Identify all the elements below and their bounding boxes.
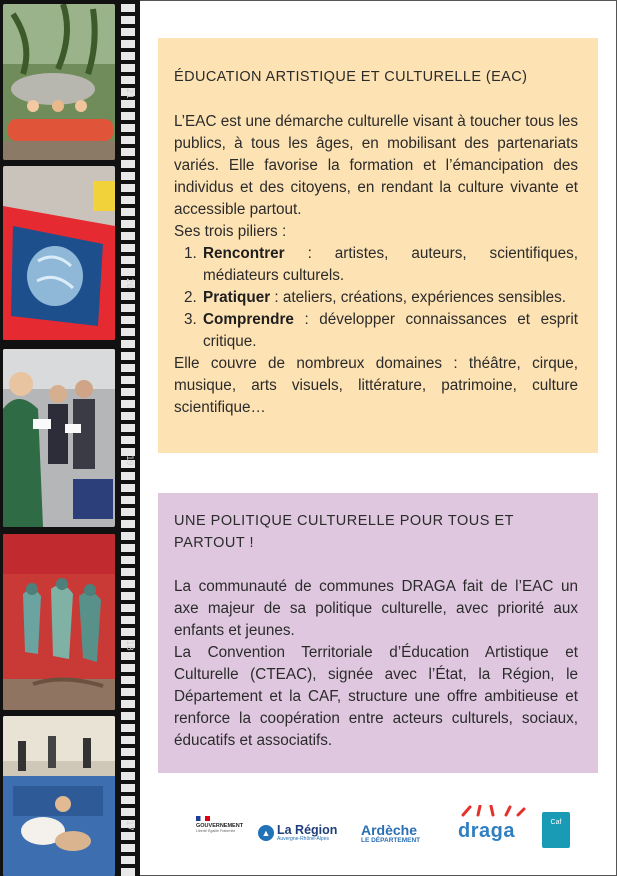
film-number: 19 — [124, 455, 134, 466]
photo-circus-gym — [3, 716, 115, 876]
draga-rays-icon — [458, 805, 528, 817]
film-strip — [0, 0, 140, 876]
pillar-text: : artistes, auteurs, scientifiques, médiateurs culturels. — [203, 245, 578, 284]
politique-title: UNE POLITIQUE CULTURELLE POUR TOUS ET PARTOUT ! — [174, 513, 514, 551]
ardeche-sub: LE DÉPARTEMENT — [361, 837, 421, 844]
politique-section — [158, 493, 598, 773]
photo-puppets — [3, 534, 115, 710]
eac-domains: Elle couvre de nombreux domaines : théâtre, cirque, musique, arts visuels, littérature, patrimoine, culture scientifique… — [174, 355, 578, 416]
film-number: 18 — [124, 640, 134, 651]
photo-choir — [3, 349, 115, 527]
region-sub: Auvergne-Rhône-Alpes — [277, 836, 329, 842]
gouvernement-logo — [196, 816, 252, 833]
eac-pillars-intro: Ses trois piliers : — [174, 223, 287, 240]
pillar-text: : développer connaissances et esprit critique. — [203, 311, 578, 350]
pillar-item — [201, 243, 578, 287]
region-circle-icon: ▲ — [258, 825, 274, 841]
eac-intro: L’EAC est une démarche culturelle visant à toucher tous les publics, à tous les âges, en mobilisant des partenariats variés. Elle favorise la formation et l’émancipation des individus et des citoyens, en rendant la culture vivante et accessible partout. — [174, 113, 578, 218]
region-name: La Région — [277, 823, 338, 837]
pillar-item — [201, 309, 578, 353]
pillar-text: : ateliers, créations, expériences sensibles. — [270, 289, 567, 306]
pillar-name: Pratiquer — [203, 289, 271, 306]
pillar-item — [201, 287, 578, 309]
partner-logos — [190, 800, 590, 860]
politique-paragraph-1: La communauté de communes DRAGA fait de l’EAC un axe majeur de sa politique culturelle, avec priorité aux enfants et jeunes. — [174, 578, 578, 639]
ardeche-name: Ardèche — [361, 822, 418, 838]
film-number: 17 — [124, 820, 134, 831]
eac-pillars-list — [174, 243, 578, 353]
politique-paragraph-2: La Convention Territoriale d’Éducation Artistique et Culturelle (CTEAC), signée avec l’État, la Région, le Département et la CAF, structure une offre ambitieuse et renforce la coopération entre acteurs culturels, sociaux, éducatifs et associatifs. — [174, 644, 578, 749]
gouvernement-label: GOUVERNEMENT — [196, 823, 244, 829]
caf-name: Caf — [550, 819, 562, 826]
photo-outdoor-sculpture — [3, 4, 115, 160]
photo-cyanotype-tray — [3, 166, 115, 340]
eac-section — [158, 38, 598, 453]
film-number: 21 — [124, 88, 134, 99]
region-logo — [258, 824, 337, 842]
gouvernement-motto: Liberté Égalité Fraternité — [196, 829, 236, 833]
caf-logo — [542, 812, 570, 848]
marianne-flag-icon — [196, 816, 210, 821]
draga-logo — [458, 804, 528, 843]
film-number: 20 — [124, 278, 134, 289]
eac-title: ÉDUCATION ARTISTIQUE ET CULTURELLE (EAC) — [174, 69, 528, 85]
pillar-name: Comprendre — [203, 311, 294, 328]
pillar-name: Rencontrer — [203, 245, 285, 262]
film-sprockets — [121, 0, 135, 876]
draga-name: draga — [458, 820, 515, 842]
ardeche-logo — [361, 823, 420, 844]
